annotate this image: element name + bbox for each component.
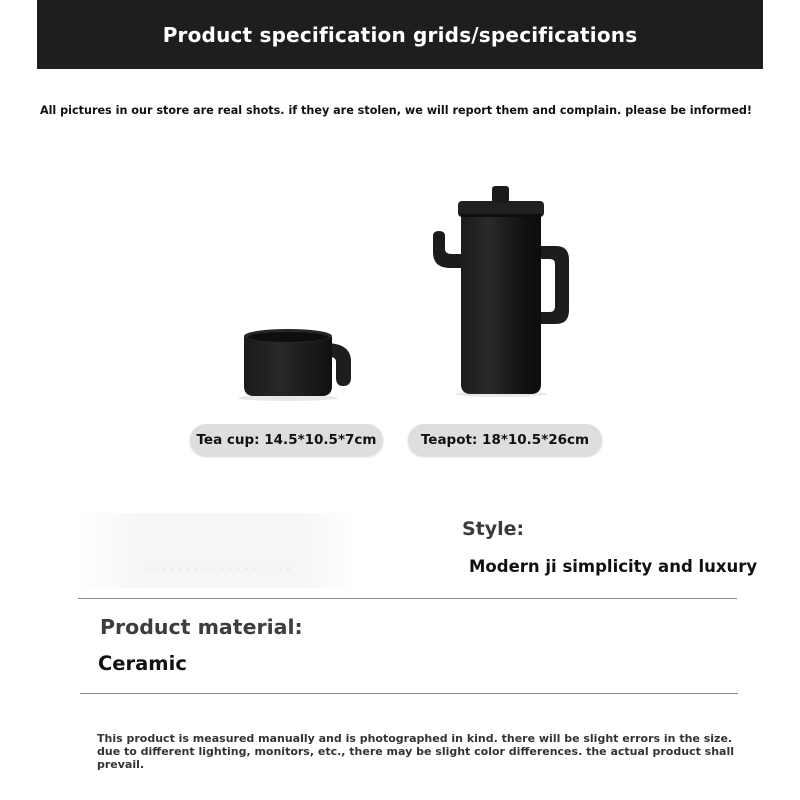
- style-value: Modern ji simplicity and luxury: [469, 557, 758, 576]
- teapot-size-tag: Teapot: 18*10.5*26cm: [408, 424, 602, 456]
- material-label: Product material:: [100, 615, 303, 639]
- disclaimer-line: prevail.: [97, 758, 145, 771]
- disclaimer-line: This product is measured manually and is photographed in kind. there will be slight errors in the size.: [97, 732, 733, 745]
- teapot-image: [433, 186, 569, 397]
- blurred-watermark-area: [73, 513, 358, 588]
- tea-cup-image: [238, 329, 351, 401]
- disclaimer-line: due to different lighting, monitors, etc., there may be slight color differences. the actual product shall: [97, 745, 735, 758]
- disclaimer-text: [97, 732, 735, 771]
- blurred-text: · · · · · · · · · · · · · · · · · ·: [145, 564, 292, 575]
- section-divider: [78, 598, 737, 599]
- copyright-notice: All pictures in our store are real shots. if they are stolen, we will report them and complain. please be informed!: [39, 104, 753, 117]
- tea-cup-size-tag: Tea cup: 14.5*10.5*7cm: [190, 424, 383, 456]
- page-title: Product specification grids/specifications: [162, 22, 638, 47]
- section-divider: [80, 693, 738, 694]
- material-value: Ceramic: [98, 652, 187, 675]
- style-label: Style:: [462, 518, 525, 540]
